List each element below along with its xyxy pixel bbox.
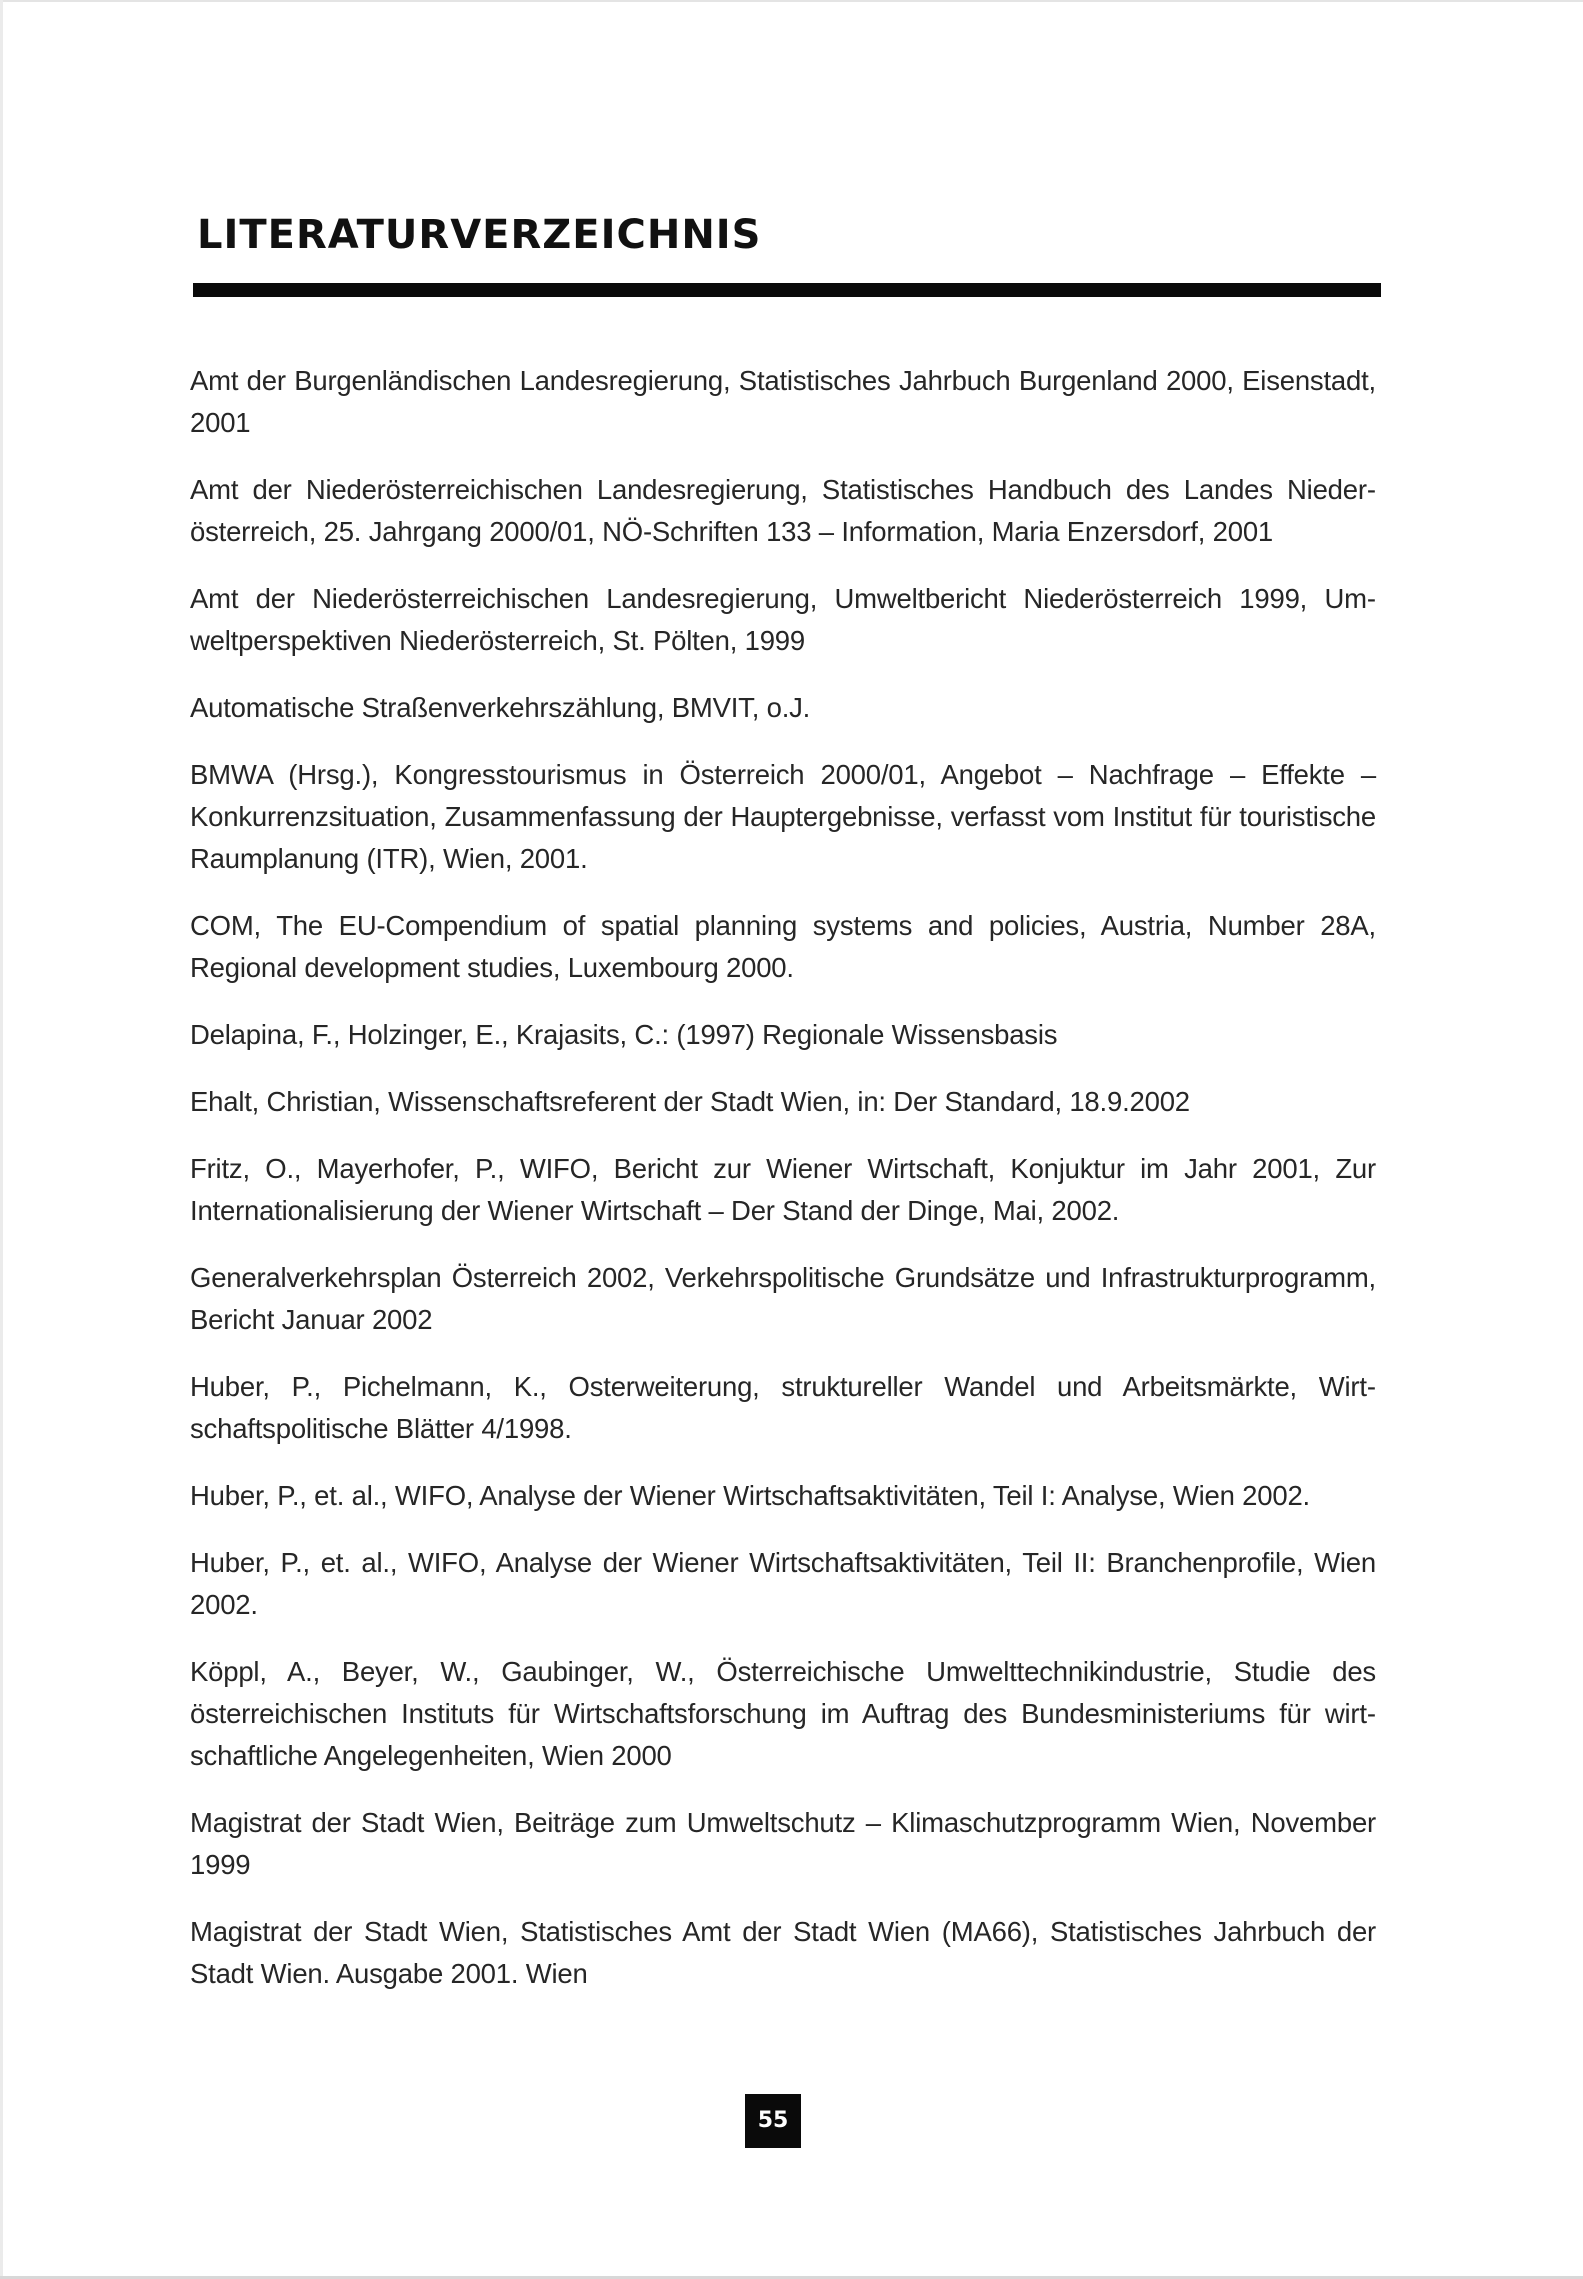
bibliography-list: [190, 360, 1376, 2020]
bibliography-entry: Ehalt, Christian, Wissenschaftsreferent der Stadt Wien, in: Der Standard, 18.9.2002: [190, 1086, 1190, 1117]
bibliography-entry: Huber, P., et. al., WIFO, Analyse der Wiener Wirtschaftsaktivitäten, Teil I: Analyse, Wien 2002.: [190, 1480, 1310, 1511]
title-underline-rule: [193, 283, 1381, 297]
page-edge-top: [0, 0, 1583, 2]
bibliography-entry: Fritz, O., Mayerhofer, P., WIFO, Bericht zur Wiener Wirtschaft, Konjuktur im Jahr 2001, Zur Internationalisierung der Wiener Wirtschaft – Der Stand der Dinge, Mai, 2002.: [190, 1153, 1376, 1226]
bibliography-entry: Delapina, F., Holzinger, E., Krajasits, C.: (1997) Regionale Wissensbasis: [190, 1019, 1058, 1050]
page-title: LITERATURVERZEICHNIS: [197, 212, 762, 258]
page-edge-left: [0, 0, 3, 2279]
bibliography-entry: COM, The EU-Compendium of spatial planning systems and policies, Austria, Number 28A, Regional development studies, Luxembourg 2000.: [190, 910, 1376, 983]
bibliography-entry: Magistrat der Stadt Wien, Statistisches Amt der Stadt Wien (MA66), Statistisches Jahrbuch der Stadt Wien. Ausgabe 2001. Wien: [190, 1916, 1376, 1989]
bibliography-entry: BMWA (Hrsg.), Kongresstourismus in Österreich 2000/01, Angebot – Nachfrage – Effekte – Konkurrenzsituation, Zusammenfassung der Hauptergebnisse, verfasst vom Institut für touristische Raumplanung (ITR), Wien, 2001.: [190, 759, 1376, 874]
bibliography-entry: Automatische Straßenverkehrszählung, BMVIT, o.J.: [190, 692, 811, 723]
page-number-badge: 55: [745, 2094, 801, 2148]
bibliography-entry: Huber, P., Pichelmann, K., Osterweiterung, struktureller Wandel und Arbeitsmärkte, Wirtschaftspolitische Blätter 4/1998.: [190, 1371, 1376, 1444]
bibliography-entry: Magistrat der Stadt Wien, Beiträge zum Umweltschutz – Klimaschutzprogramm Wien, November 1999: [190, 1807, 1376, 1880]
bibliography-entry: Köppl, A., Beyer, W., Gaubinger, W., Österreichische Umwelttechnikindustrie, Studie des österreichischen Instituts für Wirtschaftsforschung im Auftrag des Bundesministeriums für wirtschaftliche Angelegenheiten, Wien 2000: [190, 1656, 1376, 1771]
bibliography-entry: Huber, P., et. al., WIFO, Analyse der Wiener Wirtschaftsaktivitäten, Teil II: Branchenprofile, Wien 2002.: [190, 1547, 1376, 1620]
bibliography-entry: Amt der Niederösterreichischen Landesregierung, Umweltbericht Niederösterreich 1999, Umweltperspektiven Niederösterreich, St. Pölten, 1999: [190, 583, 1376, 656]
bibliography-entry: Amt der Niederösterreichischen Landesregierung, Statistisches Handbuch des Landes Niederösterreich, 25. Jahrgang 2000/01, NÖ-Schriften 133 – Information, Maria Enzersdorf, 2001: [190, 474, 1376, 547]
bibliography-entry: Amt der Burgenländischen Landesregierung, Statistisches Jahrbuch Burgenland 2000, Eisenstadt, 2001: [190, 365, 1376, 438]
bibliography-entry: Generalverkehrsplan Österreich 2002, Verkehrspolitische Grundsätze und Infrastrukturprogramm, Bericht Januar 2002: [190, 1262, 1376, 1335]
